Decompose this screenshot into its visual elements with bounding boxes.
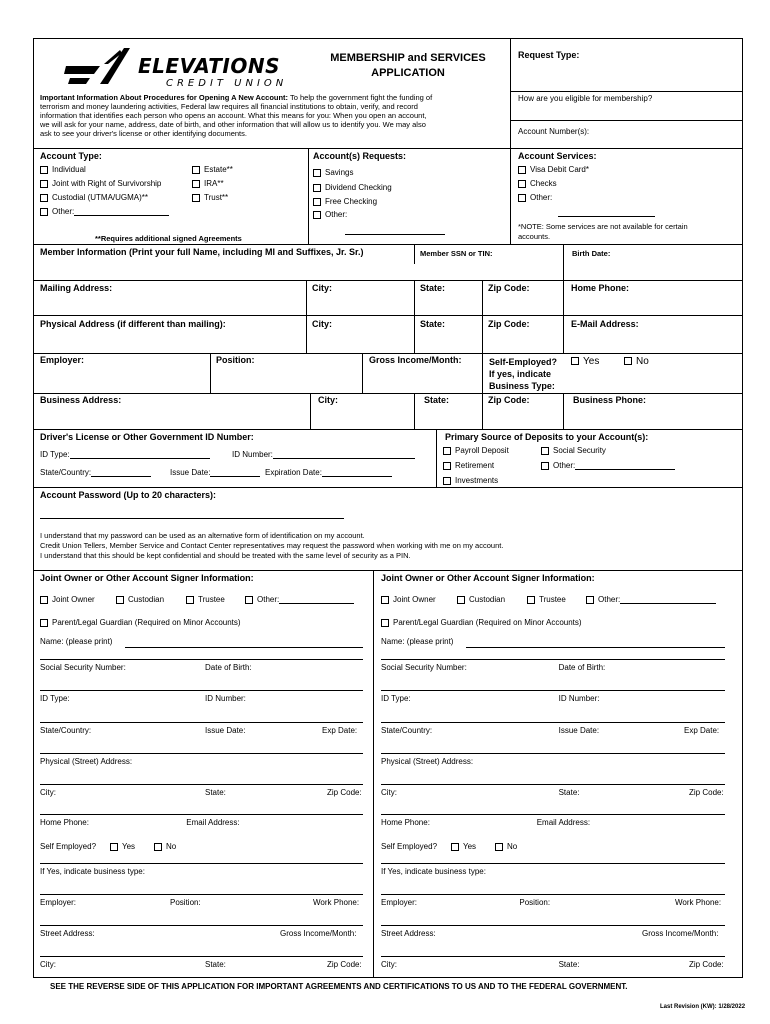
member-ssn-label: Member SSN or TIN: (420, 249, 493, 258)
joint-city-label: City: (381, 788, 397, 797)
checkbox[interactable] (40, 619, 48, 627)
joint-field-line[interactable] (381, 956, 725, 957)
requests-title: Account(s) Requests: (313, 151, 407, 161)
eligible-label: How are you eligible for membership? (518, 94, 653, 103)
if-yes-label: If yes, indicate (489, 369, 552, 379)
account-type-joint[interactable]: Joint with Right of Survivorship (40, 179, 161, 188)
service-checks[interactable]: Checks (518, 179, 557, 188)
request-dividend[interactable]: Dividend Checking (313, 183, 392, 192)
joint-field-line[interactable] (40, 894, 363, 895)
title-line1: MEMBERSHIP and SERVICES (330, 52, 486, 64)
joint-home-phone-label: Home Phone: (40, 818, 89, 827)
self-employed-label: Self-Employed? (489, 357, 558, 367)
joint-ssn-label: Social Security Number: (381, 663, 467, 672)
business-address-label: Business Address: (40, 395, 122, 405)
joint-gross-label: Gross Income/Month: (642, 929, 719, 938)
home-phone-label: Home Phone: (571, 283, 630, 293)
business-zip-label: Zip Code: (488, 395, 530, 405)
joint-type-joint[interactable]: Joint Owner (40, 595, 95, 604)
city-label: City: (312, 283, 332, 293)
checkbox[interactable] (192, 180, 200, 188)
reverse-note: SEE THE REVERSE SIDE OF THIS APPLICATION FOR IMPORTANT AGREEMENTS AND CERTIFICATIONS TO US AND TO THE FEDERAL GOVERNMENT. (50, 982, 628, 991)
account-type-title: Account Type: (40, 151, 102, 161)
joint-state-label: State: (205, 960, 226, 969)
joint-type-trustee[interactable]: Trustee (527, 595, 566, 604)
joint-state-country-label: State/Country: (40, 726, 92, 735)
joint-self-emp-yes[interactable]: Yes (110, 842, 135, 851)
joint-field-line[interactable] (40, 753, 363, 754)
joint-self-emp-yes[interactable]: Yes (451, 842, 476, 851)
joint-guardian[interactable]: Parent/Legal Guardian (Required on Minor Accounts) (381, 618, 582, 627)
joint-email-label: Email Address: (536, 818, 591, 827)
checkbox[interactable] (443, 462, 451, 470)
account-type-individual[interactable]: Individual (40, 165, 86, 174)
logo-sub: CREDIT UNION (166, 78, 288, 89)
joint-type-custodian[interactable]: Custodian (116, 595, 164, 604)
joint-id-type-label: ID Type: (381, 694, 411, 703)
checkbox[interactable] (192, 166, 200, 174)
joint-state-country-label: State/Country: (381, 726, 433, 735)
joint-if-yes-label: If Yes, indicate business type: (381, 867, 486, 876)
joint-field-line[interactable] (40, 784, 363, 785)
checkbox[interactable] (541, 447, 549, 455)
account-type-estate[interactable]: Estate** (192, 165, 233, 174)
joint-self-emp-label: Self Employed? (40, 842, 97, 851)
joint-zip-label: Zip Code: (689, 788, 724, 797)
issue-date-field[interactable]: Issue Date: (170, 468, 260, 477)
license-title: Driver's License or Other Government ID Number: (40, 432, 254, 442)
deposit-social[interactable]: Social Security (541, 446, 606, 455)
checkbox[interactable] (313, 169, 321, 177)
joint-dob-label: Date of Birth: (558, 663, 606, 672)
password-title: Account Password (Up to 20 characters): (40, 490, 217, 500)
joint-field-line[interactable] (381, 863, 725, 864)
joint-field-line[interactable] (381, 814, 725, 815)
checkbox[interactable] (518, 180, 526, 188)
checkbox[interactable] (571, 357, 579, 365)
deposit-payroll[interactable]: Payroll Deposit (443, 446, 509, 455)
state-country-field[interactable]: State/Country: (40, 468, 151, 477)
joint-street-label: Street Address: (381, 929, 436, 938)
state-label-2: State: (420, 319, 446, 329)
expiration-date-field[interactable]: Expiration Date: (265, 468, 392, 477)
joint-zip-label: Zip Code: (689, 960, 724, 969)
joint-type-other[interactable]: Other: (245, 595, 354, 604)
business-state-label: State: (424, 395, 450, 405)
checkbox[interactable] (443, 477, 451, 485)
joint-if-yes-label: If Yes, indicate business type: (40, 867, 145, 876)
id-number-field[interactable]: ID Number: (232, 450, 415, 459)
state-label: State: (420, 283, 446, 293)
joint-employer-label: Employer: (40, 898, 77, 907)
checkbox[interactable] (624, 357, 632, 365)
account-type-ira[interactable]: IRA** (192, 179, 224, 188)
joint-guardian[interactable]: Parent/Legal Guardian (Required on Minor Accounts) (40, 618, 241, 627)
joint-self-emp-no[interactable]: No (495, 842, 517, 851)
password-text-3: I understand that this should be kept confidential and should be treated with the same level of security as a PIN. (40, 551, 411, 560)
joint-issue-label: Issue Date: (205, 726, 246, 735)
account-number-label: Account Number(s): (518, 127, 590, 136)
joint-city-label: City: (40, 960, 56, 969)
service-visa[interactable]: Visa Debit Card* (518, 165, 589, 174)
joint-dob-label: Date of Birth: (205, 663, 252, 672)
joint-field-line[interactable] (381, 753, 725, 754)
checkbox[interactable] (116, 596, 124, 604)
checkbox[interactable] (457, 596, 465, 604)
joint-field-line[interactable] (40, 956, 363, 957)
services-note2: accounts. (518, 232, 551, 241)
joint-name-label: Name: (please print) (381, 637, 454, 646)
deposit-other[interactable]: Other: (541, 461, 675, 470)
joint-type-joint[interactable]: Joint Owner (381, 595, 436, 604)
checkbox[interactable] (110, 843, 118, 851)
joint-field-line[interactable] (381, 690, 725, 691)
request-savings[interactable]: Savings (313, 168, 353, 177)
joint-self-emp-no[interactable]: No (154, 842, 176, 851)
joint-field-line[interactable] (40, 814, 363, 815)
request-other[interactable]: Other: (313, 210, 347, 219)
joint-id-type-label: ID Type: (40, 694, 70, 703)
checkbox[interactable] (40, 194, 48, 202)
request-type-label: Request Type: (518, 50, 580, 60)
id-type-field[interactable]: ID Type: (40, 450, 210, 459)
checkbox[interactable] (40, 596, 48, 604)
checkbox[interactable] (443, 447, 451, 455)
joint-type-other[interactable]: Other: (586, 595, 716, 604)
logo-name: ELEVATIONS (138, 54, 280, 78)
password-text-1: I understand that my password can be used as an alternative form of identification on my account. (40, 531, 365, 540)
checkbox[interactable] (527, 596, 535, 604)
services-note1: *NOTE: Some services are not available for certain (518, 222, 688, 231)
joint-employer-label: Employer: (381, 898, 418, 907)
title-line2: APPLICATION (371, 67, 445, 79)
email-label: E-Mail Address: (571, 319, 639, 329)
business-phone-label: Business Phone: (573, 395, 647, 405)
joint-street-label: Street Address: (40, 929, 95, 938)
joint-id-number-label: ID Number: (558, 694, 600, 703)
checkbox[interactable] (313, 198, 321, 206)
joint-field-line[interactable] (40, 863, 363, 864)
zip-label: Zip Code: (488, 283, 530, 293)
joint-field-line[interactable] (40, 722, 363, 723)
important-info: Important Information About Procedures for Opening A New Account: To help the government fight the funding of terrorism and money laundering activities, Federal law requires all financial institutions to obtain, verify, and record information that identifies each person who opens an account. What this means for you: When you open an account, we will ask for your name, address, date of birth, and other information that will allow us to identify you. We may also ask to see your driver's license or other identifying documents. (40, 93, 433, 138)
joint-state-label: State: (558, 788, 580, 797)
checkbox[interactable] (40, 180, 48, 188)
account-type-other[interactable]: Other: (40, 207, 169, 216)
position-label: Position: (216, 355, 255, 365)
business-city-label: City: (318, 395, 338, 405)
city-label-2: City: (312, 319, 332, 329)
joint-id-number-label: ID Number: (205, 694, 246, 703)
zip-label-2: Zip Code: (488, 319, 530, 329)
joint-field-line[interactable] (381, 925, 725, 926)
checkbox[interactable] (192, 194, 200, 202)
account-type-custodial[interactable]: Custodial (UTMA/UGMA)** (40, 193, 148, 202)
checkbox[interactable] (381, 619, 389, 627)
joint-field-line[interactable] (381, 784, 725, 785)
joint-field-line[interactable] (381, 894, 725, 895)
joint-state-label: State: (558, 960, 580, 969)
gross-label: Gross Income/Month: (369, 355, 462, 365)
checkbox[interactable] (40, 166, 48, 174)
checkbox[interactable] (154, 843, 162, 851)
physical-label: Physical Address (if different than mailing): (40, 319, 226, 329)
checkbox[interactable] (313, 184, 321, 192)
joint-email-label: Email Address: (186, 818, 240, 827)
joint-position-label: Position: (519, 898, 551, 907)
checkbox[interactable] (381, 596, 389, 604)
checkbox[interactable] (451, 843, 459, 851)
account-type-trust[interactable]: Trust** (192, 193, 228, 202)
joint-name-line[interactable] (125, 647, 363, 648)
deposit-investments[interactable]: Investments (443, 476, 498, 485)
checkbox[interactable] (586, 596, 594, 604)
deposit-retirement[interactable]: Retirement (443, 461, 494, 470)
logo-mark-icon (60, 44, 140, 90)
joint-title: Joint Owner or Other Account Signer Information: (40, 573, 254, 583)
birth-date-label: Birth Date: (572, 249, 611, 258)
joint-self-emp-label: Self Employed? (381, 842, 438, 851)
revision: Last Revision (KW): 1/28/2022 (660, 1004, 746, 1010)
joint-field-line[interactable] (40, 659, 363, 660)
checkbox[interactable] (245, 596, 253, 604)
joint-name-line[interactable] (466, 647, 725, 648)
agreements-note: **Requires additional signed Agreements (95, 234, 242, 243)
checkbox[interactable] (518, 194, 526, 202)
joint-title: Joint Owner or Other Account Signer Information: (381, 573, 595, 583)
checkbox[interactable] (313, 211, 321, 219)
joint-position-label: Position: (170, 898, 201, 907)
business-type-label: Business Type: (489, 381, 555, 391)
joint-field-line[interactable] (381, 659, 725, 660)
joint-ssn-label: Social Security Number: (40, 663, 126, 672)
joint-work-phone-label: Work Phone: (313, 898, 360, 907)
joint-field-line[interactable] (381, 722, 725, 723)
password-text-2: Credit Union Tellers, Member Service and Contact Center representatives may request the password when working with me on my account. (40, 541, 504, 550)
checkbox[interactable] (541, 462, 549, 470)
joint-type-trustee[interactable]: Trustee (186, 595, 225, 604)
joint-zip-label: Zip Code: (327, 960, 362, 969)
checkbox[interactable] (518, 166, 526, 174)
password-line[interactable] (40, 518, 344, 519)
joint-exp-label: Exp Date: (322, 726, 358, 735)
self-employed-yes[interactable]: Yes (571, 356, 599, 367)
logo (60, 44, 300, 94)
joint-issue-label: Issue Date: (558, 726, 600, 735)
joint-gross-label: Gross Income/Month: (280, 929, 357, 938)
service-other[interactable]: Other: (518, 193, 552, 202)
joint-zip-label: Zip Code: (327, 788, 362, 797)
employer-label: Employer: (40, 355, 85, 365)
joint-city-label: City: (381, 960, 397, 969)
joint-work-phone-label: Work Phone: (675, 898, 722, 907)
joint-field-line[interactable] (40, 925, 363, 926)
joint-home-phone-label: Home Phone: (381, 818, 430, 827)
checkbox[interactable] (40, 208, 48, 216)
joint-physical-label: Physical (Street) Address: (40, 757, 133, 766)
request-free[interactable]: Free Checking (313, 197, 377, 206)
member-info-label: Member Information (Print your full Name, including MI and Suffixes, Jr. Sr.) (40, 247, 364, 257)
joint-exp-label: Exp Date: (684, 726, 720, 735)
deposits-title: Primary Source of Deposits to your Account(s): (445, 432, 649, 442)
checkbox[interactable] (186, 596, 194, 604)
joint-name-label: Name: (please print) (40, 637, 113, 646)
joint-physical-label: Physical (Street) Address: (381, 757, 474, 766)
checkbox[interactable] (495, 843, 503, 851)
mailing-label: Mailing Address: (40, 283, 113, 293)
joint-city-label: City: (40, 788, 56, 797)
joint-field-line[interactable] (40, 690, 363, 691)
services-title: Account Services: (518, 151, 597, 161)
self-employed-no[interactable]: No (624, 356, 649, 367)
joint-state-label: State: (205, 788, 226, 797)
joint-type-custodian[interactable]: Custodian (457, 595, 505, 604)
